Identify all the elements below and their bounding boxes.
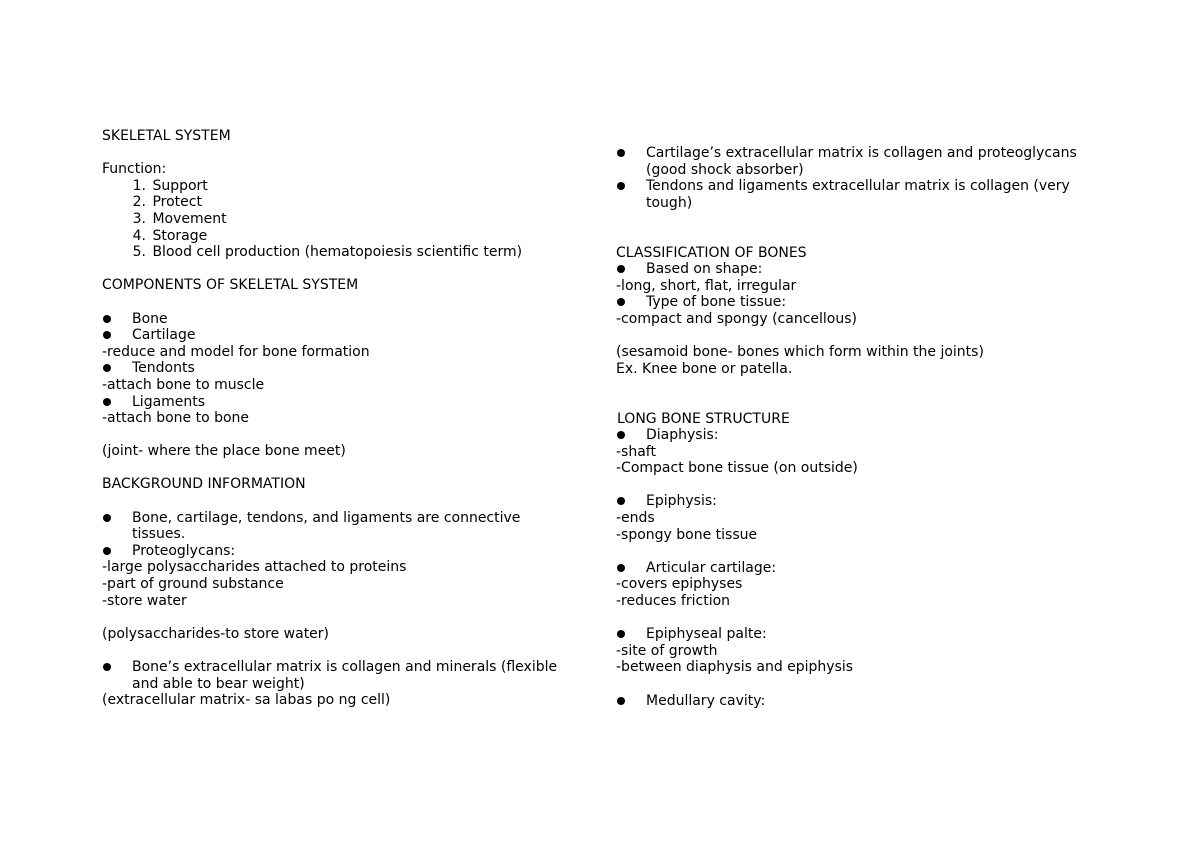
bullet-item: Diaphysis:	[616, 427, 1096, 444]
bullet-item: Bone	[102, 311, 582, 328]
note-line: -shaft	[616, 443, 656, 460]
left-column	[102, 128, 582, 709]
numbered-item	[102, 228, 582, 245]
note-line: -large polysaccharides attached to proteins	[102, 559, 407, 576]
page-title: SKELETAL SYSTEM	[102, 128, 231, 144]
numbered-item	[102, 211, 582, 228]
note-line: -between diaphysis and epiphysis	[616, 659, 854, 676]
function-heading: Function:	[102, 161, 167, 178]
bullet-item: Type of bone tissue:	[616, 294, 1096, 311]
bullet-item: Proteoglycans:	[102, 543, 582, 560]
bullet-item: Epiphysis:	[616, 493, 1096, 510]
bullet-item: Cartilage	[102, 327, 582, 344]
note-line: (polysaccharides-to store water)	[102, 625, 330, 642]
section-heading-background: BACKGROUND INFORMATION	[102, 476, 306, 493]
item-number: 2.	[132, 194, 146, 211]
note-line: -reduces friction	[616, 593, 731, 610]
note-line: -site of growth	[616, 642, 718, 659]
item-text: Blood cell production (hematopoiesis scientific term)	[152, 244, 523, 261]
note-line: (joint- where the place bone meet)	[102, 443, 346, 460]
item-number: 3.	[132, 210, 146, 227]
numbered-item	[102, 178, 582, 195]
bullet-item: Based on shape:	[616, 261, 1096, 278]
item-number: 1.	[132, 177, 146, 194]
item-text: Protect	[152, 194, 202, 211]
item-text: Support	[152, 177, 208, 194]
note-line: -part of ground substance	[102, 576, 284, 593]
note-line: -ends	[616, 510, 655, 527]
right-column	[616, 145, 1096, 709]
note-line: Ex. Knee bone or patella.	[616, 360, 793, 377]
note-line: -attach bone to bone	[102, 410, 250, 427]
section-heading-classification: CLASSIFICATION OF BONES	[616, 244, 807, 261]
note-line: -compact and spongy (cancellous)	[616, 310, 857, 327]
bullet-item: Articular cartilage:	[616, 560, 1096, 577]
bullet-item: Bone’s extracellular matrix is collagen and minerals (flexible and able to bear weight)	[102, 659, 582, 692]
note-line: -spongy bone tissue	[616, 526, 758, 543]
note-line: -store water	[102, 592, 187, 609]
note-line: -long, short, flat, irregular	[616, 277, 797, 294]
note-line: -reduce and model for bone formation	[102, 343, 370, 360]
note-line: -Compact bone tissue (on outside)	[616, 460, 858, 477]
numbered-item	[102, 244, 582, 261]
note-line: -covers epiphyses	[616, 576, 743, 593]
bullet-item: Cartilage’s extracellular matrix is collagen and proteoglycans (good shock absorber)	[616, 145, 1101, 178]
section-heading-components: COMPONENTS OF SKELETAL SYSTEM	[102, 277, 359, 294]
bullet-item: Tendons and ligaments extracellular matrix is collagen (very tough)	[616, 178, 1101, 211]
bullet-item: Epiphyseal palte:	[616, 626, 1096, 643]
section-heading-long-bone: LONG BONE STRUCTURE	[617, 410, 790, 427]
item-number: 5.	[132, 244, 146, 261]
bullet-item: Medullary cavity:	[616, 693, 1096, 710]
bullet-item: Tendonts	[102, 360, 582, 377]
numbered-item	[102, 194, 582, 211]
note-line: -attach bone to muscle	[102, 376, 265, 393]
bullet-item: Bone, cartilage, tendons, and ligaments are connective tissues.	[102, 510, 532, 543]
item-text: Storage	[152, 227, 208, 244]
item-text: Movement	[152, 210, 227, 227]
item-number: 4.	[132, 227, 146, 244]
bullet-item: Ligaments	[102, 394, 582, 411]
note-line: (sesamoid bone- bones which form within the joints)	[616, 344, 984, 361]
note-line: (extracellular matrix- sa labas po ng cell)	[102, 692, 391, 709]
